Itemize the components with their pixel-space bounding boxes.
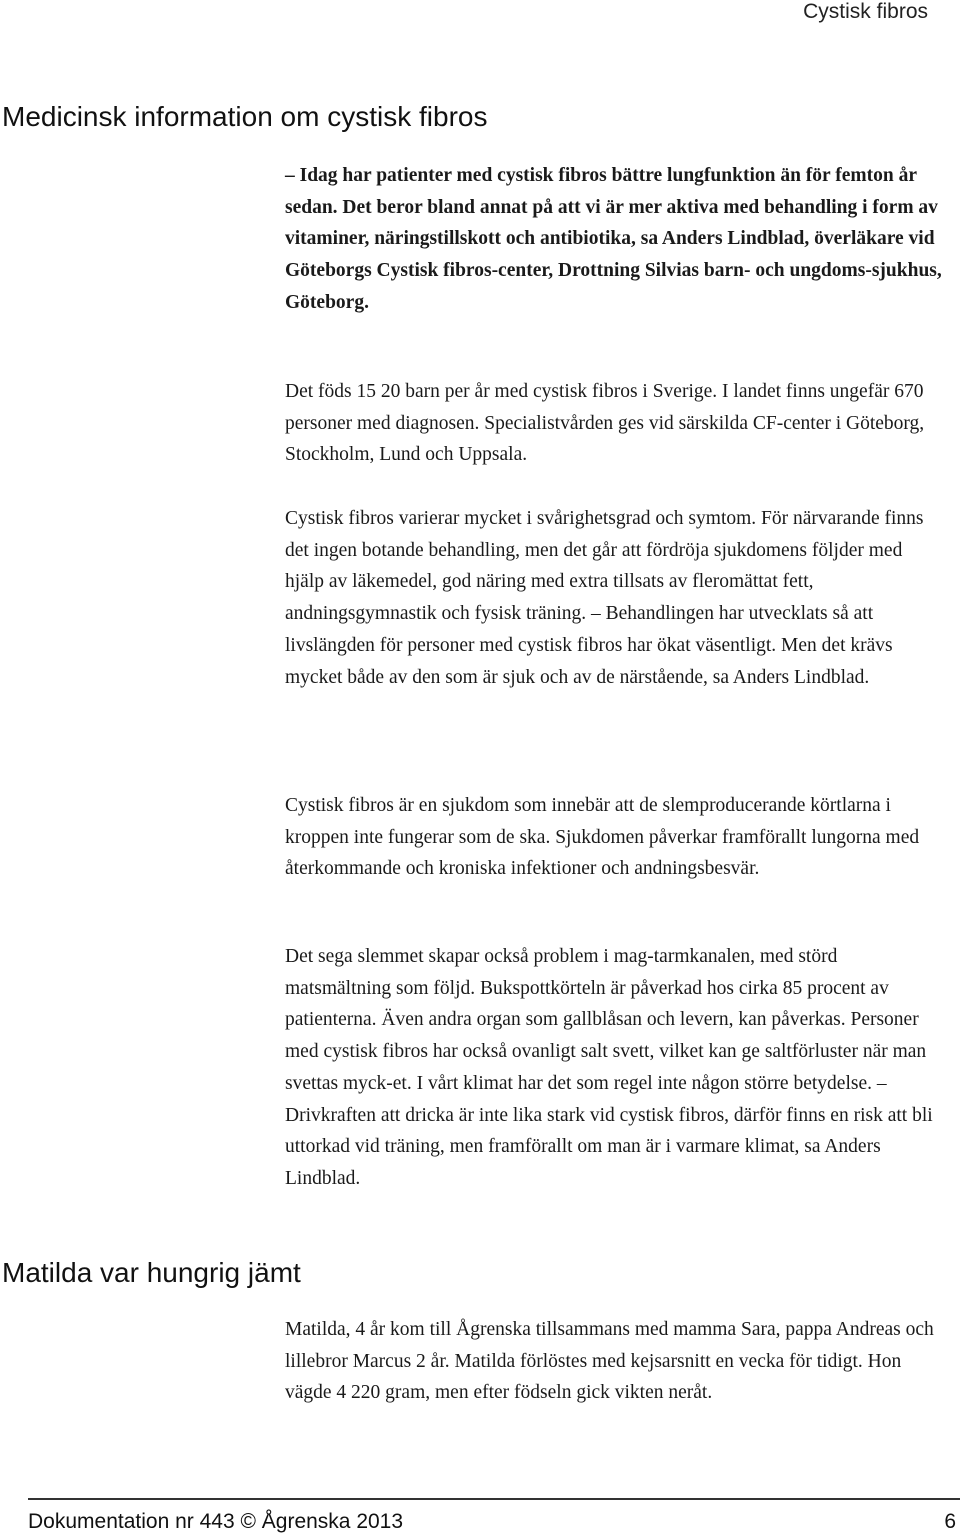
running-header: Cystisk fibros [803,0,928,23]
lead-paragraph: – Idag har patienter med cystisk fibros bättre lungfunktion än för femton år sedan. Det beror bland annat på att vi är mer aktiva med behandling i form av vitaminer, näringstillskott och antibiotika, sa Anders Lindblad, överläkare vid Göteborgs Cystisk fibros-center, Drottning Silvias barn- och ungdoms-sjukhus, Göteborg. [285,165,942,313]
body-paragraph-wrapper [285,376,945,471]
body-paragraph-wrapper [285,503,945,693]
body-paragraph-wrapper [285,941,945,1195]
body-paragraph: Cystisk fibros är en sjukdom som innebär att de slemproducerande körtlarna i kroppen inte fungerar som de ska. Sjukdomen påverkar framförallt lungorna med återkommande och kroniska infektioner och andningsbesvär. [285,795,920,880]
page-number: 6 [944,1510,956,1533]
lead-paragraph-wrapper [285,160,945,319]
body-paragraph-wrapper [285,790,945,885]
body-paragraph: Cystisk fibros varierar mycket i svårighetsgrad och symtom. För närvarande finns det ingen botande behandling, men det går att fördröja sjukdomens följder med hjälp av läkemedel, god näring med extra tillsats av fleromättat fett, andningsgymnastik och fysisk träning. – Behandlingen har utvecklats så att livslängden för personer med cystisk fibros har ökat väsentligt. Men det krävs mycket både av den som är sjuk och av de närstående, sa Anders Lindblad. [285,508,924,688]
case-paragraph-wrapper [285,1314,945,1409]
page-footer [28,1498,960,1534]
section-heading: Medicinsk information om cystisk fibros [2,101,488,132]
footer-text: Dokumentation nr 443 © Ågrenska 2013 [28,1510,404,1533]
body-paragraph: Det sega slemmet skapar också problem i mag-tarmkanalen, med störd matsmältning som följd. Bukspottkörteln är påverkad hos cirka 85 procent av patienterna. Även andra organ som gallblåsan och levern, kan påverkas. Personer med cystisk fibros har också ovanligt salt svett, vilket kan ge saltförluster när man svettas myck-et. I vårt klimat har det som regel inte någon större betydelse. – Drivkraften att dricka är inte lika stark vid cystisk fibros, därför finns en risk att bli uttorkad vid träning, men framförallt om man är i varmare klimat, sa Anders Lindblad. [285,946,933,1189]
case-heading: Matilda var hungrig jämt [2,1257,301,1288]
body-paragraph: Det föds 15 20 barn per år med cystisk fibros i Sverige. I landet finns ungefär 670 personer med diagnosen. Specialistvården ges vid särskilda CF-center i Göteborg, Stockholm, Lund och Uppsala. [285,381,925,466]
case-paragraph: Matilda, 4 år kom till Ågrenska tillsammans med mamma Sara, pappa Andreas och lillebror Marcus 2 år. Matilda förlöstes med kejsarsnitt en vecka för tidigt. Hon vägde 4 220 gram, men efter födseln gick vikten neråt. [285,1319,934,1404]
